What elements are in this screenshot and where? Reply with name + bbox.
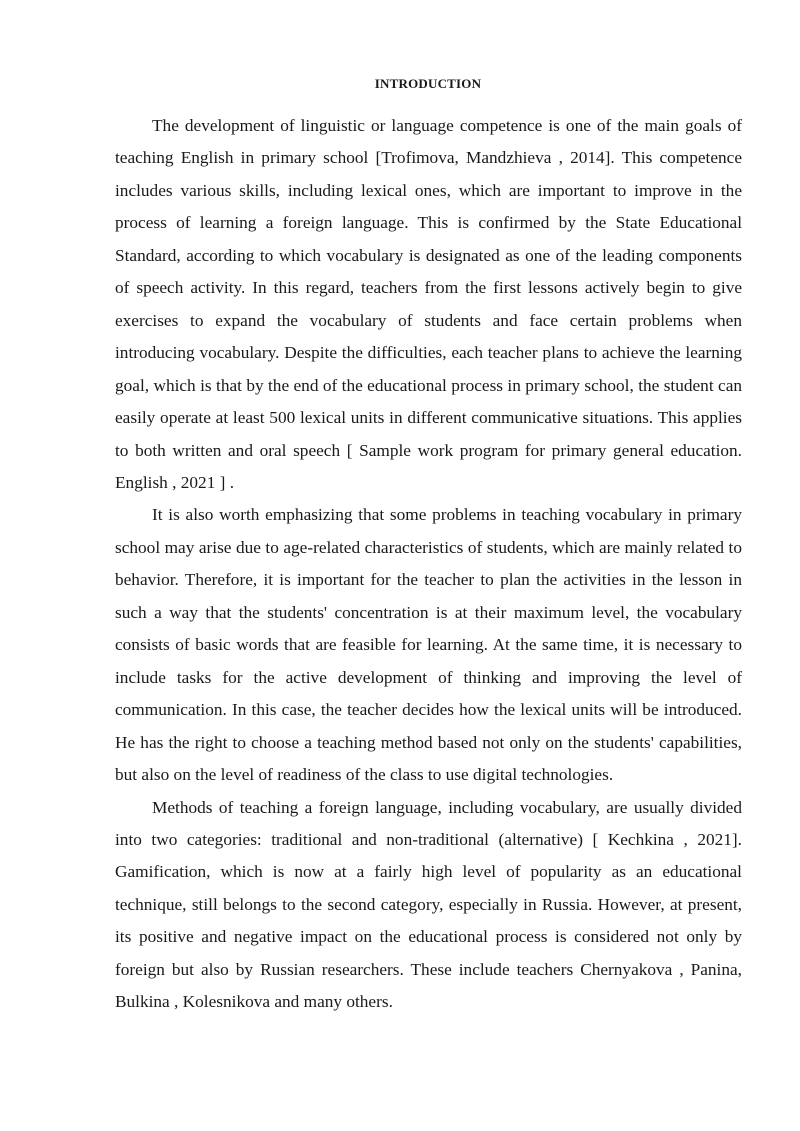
paragraph-2: It is also worth emphasizing that some problems in teaching vocabulary in primary school may arise due to age-related characteristics of students, which are mainly related to behavior. Therefore, it is important for the teacher to plan the activities in the lesson in such a way that the students' concentration is at their maximum level, the vocabulary consists of basic words that are feasible for learning. At the same time, it is necessary to include tasks for the active development of thinking and improving the level of communication. In this case, the teacher decides how the lexical units will be introduced. He has the right to choose a teaching method based not only on the students' capabilities, but also on the level of readiness of the class to use digital technologies. [115, 505, 742, 785]
body-text [115, 110, 742, 1019]
section-heading: INTRODUCTION [374, 76, 482, 91]
paragraph-3: Methods of teaching a foreign language, including vocabulary, are usually divided into two categories: traditional and non-traditional (alternative) [ Kechkina , 2021]. Gamification, which is now at a fairly high level of popularity as an educational technique, still belongs to the second category, especially in Russia. However, at present, its positive and negative impact on the educational process is considered not only by foreign but also by Russian researchers. These include teachers Chernyakova , Panina, Bulkina , Kolesnikova and many others. [115, 797, 742, 1012]
paragraph-1: The development of linguistic or language competence is one of the main goals of teaching English in primary school [Trofimova, Mandzhieva , 2014]. This competence includes various skills, including lexical ones, which are important to improve in the process of learning a foreign language. This is confirmed by the State Educational Standard, according to which vocabulary is designated as one of the leading components of speech activity. In this regard, teachers from the first lessons actively begin to give exercises to expand the vocabulary of students and face certain problems when introducing vocabulary. Despite the difficulties, each teacher plans to achieve the learning goal, which is that by the end of the educational process in primary school, the student can easily operate at least 500 lexical units in different communicative situations. This applies to both written and oral speech [ Sample work program for primary general education. English , 2021 ] . [115, 116, 742, 492]
